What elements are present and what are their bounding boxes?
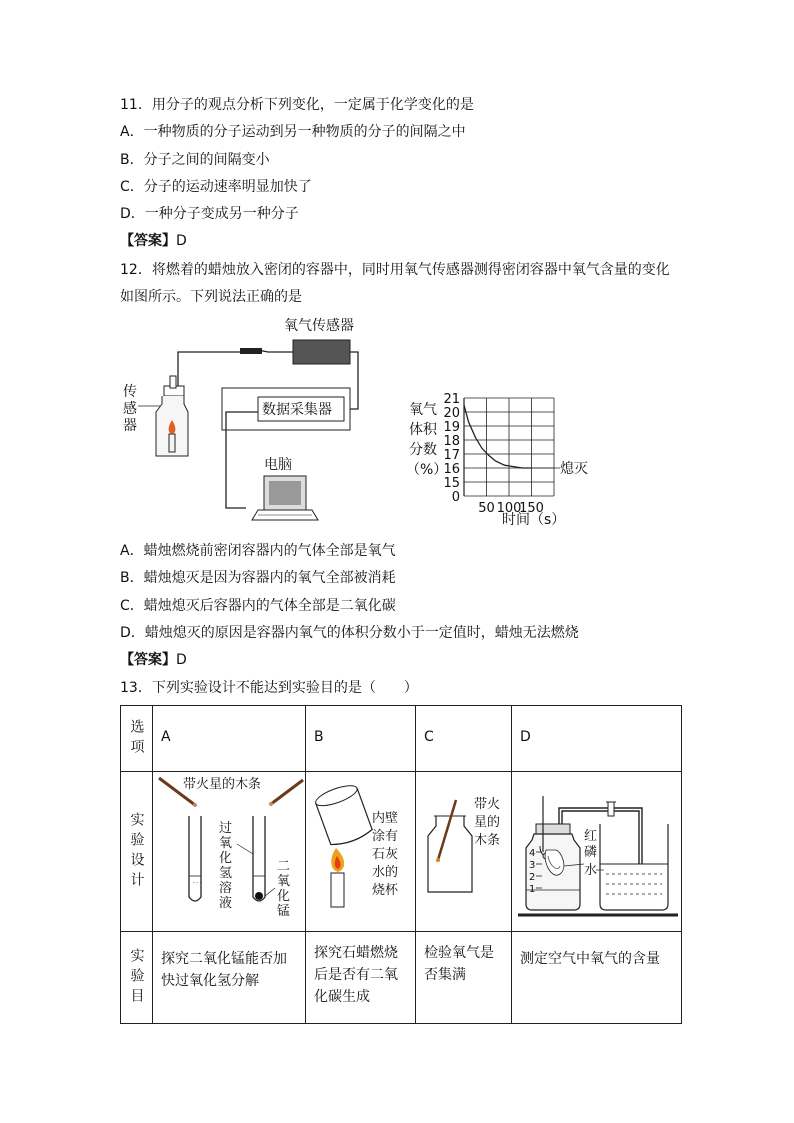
chart-xtick-label: 100 [496,501,522,516]
figure-label-char: 锰 [277,904,291,919]
purpose-c: 检验氧气是否集满 [416,932,512,1024]
d-phosphorus-label [584,829,597,860]
chart-ylabel-1: 氧气 [409,402,437,418]
q12-answer-value: D [176,652,187,668]
figure-label-char: 过 [219,821,233,836]
b-beaker-line: 石灰 [372,847,399,862]
chart-ytick-label: 15 [443,476,460,491]
figure-label-char: 氧 [219,836,233,851]
q12-apparatus-figure [118,312,378,527]
chart-xlabel: 时间（s） [502,512,566,528]
c-stick-line: 木条 [474,833,501,848]
a-stick-label: 带火星的木条 [183,777,262,792]
computer-label: 电脑 [264,457,292,473]
a-mno2-label [277,859,290,919]
chart-series-line [464,405,532,468]
d-phos-char: 磷 [584,845,598,860]
d-mark-label: 1 [529,884,536,895]
option-d-header: D [512,706,682,772]
chart-ytick-label: 17 [443,448,460,463]
q12-option-b: B．蜡烛熄灭是因为容器内的氧气全部被消耗 [120,570,396,586]
q12-stem-line1: 12．将燃着的蜡烛放入密闭的容器中，同时用氧气传感器测得密闭容器中氧气含量的变化 [120,262,670,278]
q11-answer-label: 【答案】 [120,233,176,249]
q11-option-d: D．一种分子变成另一种分子 [120,206,299,222]
figure-d [512,772,682,927]
oxygen-chart [404,384,594,534]
q12-option-a: A．蜡烛燃烧前密闭容器内的气体全部是氧气 [120,543,396,559]
data-collector-label: 数据采集器 [262,402,332,418]
q11-answer-value: D [176,233,187,249]
q12-stem-line2: 如图所示。下列说法正确的是 [120,289,302,305]
option-b-header: B [306,706,416,772]
chart-ylabel-3: 分数 [409,442,437,458]
svg-text:- - -: - - - [193,880,202,886]
q11-stem: 11．用分子的观点分析下列变化，一定属于化学变化的是 [120,97,474,113]
q12-answer [120,651,187,669]
chart-yticks [443,392,460,505]
sensor-label-3: 器 [123,418,137,434]
figure-label-char: 化 [219,851,233,866]
chart-xtick-label: 50 [478,501,495,516]
b-beaker-line: 烧杯 [372,883,399,898]
chart-ylabel-4: （%） [406,462,448,478]
d-water-label: 水 [584,863,598,878]
b-beaker-line: 内壁 [372,811,399,826]
design-d [512,772,682,932]
c-stick-line: 星的 [474,815,501,830]
chart-ytick-label: 19 [443,420,460,435]
chart-grid [464,398,554,496]
design-a [153,772,306,932]
purpose-b: 探究石蜡燃烧后是否有二氧化碳生成 [306,932,416,1024]
figure-label-char: 液 [219,896,233,911]
q11-option-b: B．分子之间的间隔变小 [120,152,270,168]
row-header-design: 实验设计 [121,772,153,932]
purpose-d: 测定空气中氧气的含量 [512,932,682,1024]
figure-label-char: 氧 [277,874,291,889]
figure-label-char: 氢 [219,866,233,881]
row-header-purpose: 实验目 [121,932,153,1024]
chart-ylabel-2: 体积 [409,422,437,438]
chart-ylabel [406,402,447,478]
d-mark-label: 3 [529,860,536,871]
chart-ytick-label: 18 [443,434,460,449]
q13-table [120,705,682,1024]
chart-ytick-label: 0 [451,490,460,505]
option-c-header: C [416,706,512,772]
a-h2o2-label [219,820,232,911]
chart-xtick-label: 150 [519,501,544,516]
sensor-label-2: 感 [123,401,137,417]
q11-option-a: A．一种物质的分子运动到另一种物质的分子的间隔之中 [120,124,466,140]
q11-option-c: C．分子的运动速率明显加快了 [120,179,312,195]
q13-stem: 13．下列实验设计不能达到实验目的是（ ） [120,680,418,696]
d-mark-label: 2 [529,872,536,883]
figure-c [416,772,512,927]
oxygen-sensor-box [293,340,350,364]
figure-label-char: 化 [277,889,291,904]
oxygen-sensor-label: 氧气传感器 [284,318,354,334]
chart-ytick-label: 21 [443,392,460,407]
figure-label-char: 溶 [219,881,233,896]
q12-answer-label: 【答案】 [120,652,176,668]
d-mark-label: 4 [529,848,536,859]
d-phos-char: 红 [584,829,598,844]
q12-option-d: D．蜡烛熄灭的原因是容器内氧气的体积分数小于一定值时，蜡烛无法燃烧 [120,625,579,641]
chart-ytick-label: 20 [443,406,460,421]
q11-answer [120,232,187,250]
b-beaker-line: 涂有 [372,829,399,844]
figure-b [306,772,416,927]
purpose-a: 探究二氧化锰能否加快过氧化氢分解 [153,932,306,1024]
option-a-header: A [153,706,306,772]
design-b [306,772,416,932]
b-beaker-label [372,810,399,898]
figure-a [153,772,306,927]
chart-ytick-label: 16 [443,462,460,477]
c-stick-label [474,796,500,848]
row-header-options: 选项 [121,706,153,772]
chart-annotation: 熄灭 [560,461,588,477]
q12-option-c: C．蜡烛熄灭后容器内的气体全部是二氧化碳 [120,598,396,614]
sensor-label-1: 传 [123,384,137,400]
figure-label-char: 二 [277,859,291,874]
c-stick-line: 带火 [474,797,501,812]
b-beaker-line: 水的 [372,865,399,880]
design-c [416,772,512,932]
